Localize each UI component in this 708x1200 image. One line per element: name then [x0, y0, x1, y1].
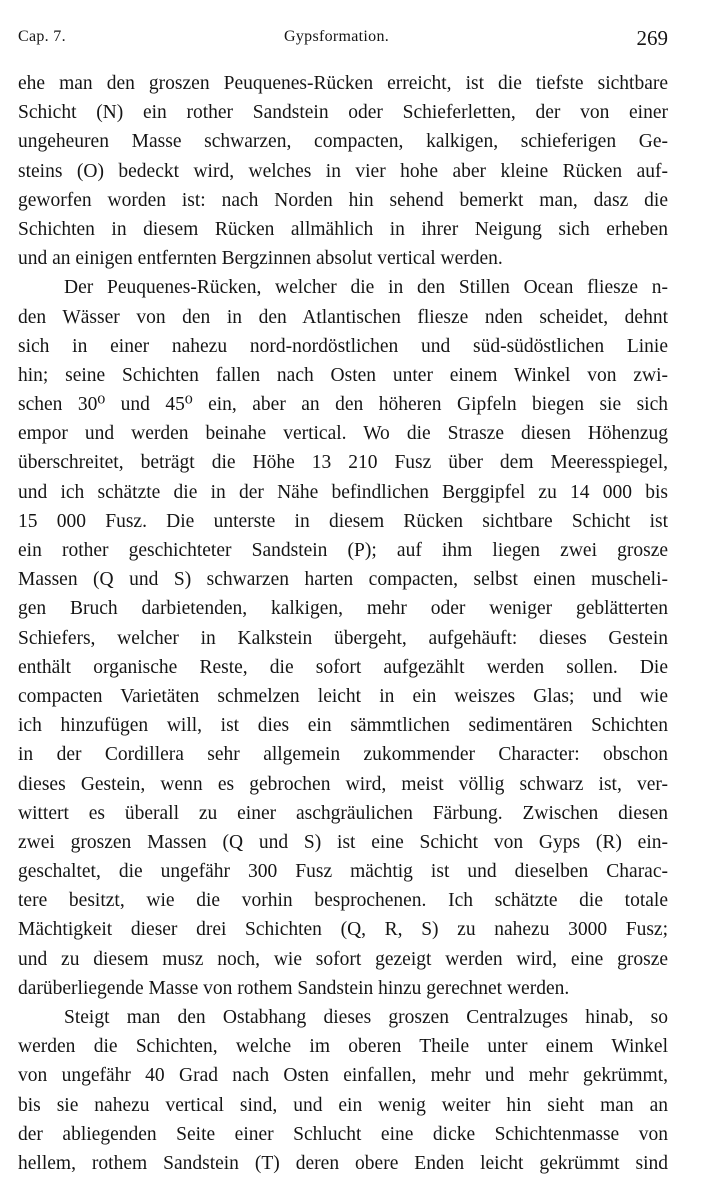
page-number: 269 — [636, 26, 668, 50]
text-line: geschaltet, die ungefähr 300 Fusz mächtig ist und dieselben Charac- — [18, 861, 668, 883]
text-line: hin; seine Schichten fallen nach Osten unter einem Winkel von zwi- — [18, 364, 668, 386]
text-line: Mächtigkeit dieser drei Schichten (Q, R, S) zu nahezu 3000 Fusz; — [18, 919, 668, 941]
text-line: ehe man den groszen Peuquenes-Rücken erreicht, ist die tiefste sichtbare — [18, 73, 668, 94]
text-line: schen 30⁰ und 45⁰ ein, aber an den höheren Gipfeln biegen sie sich — [18, 394, 668, 416]
paragraph-end-line: und an einigen entfernten Bergzinnen absolut vertical werden. — [18, 248, 503, 270]
text-line: gen Bruch darbietenden, kalkigen, mehr oder weniger geblätterten — [18, 598, 668, 620]
text-line: sich in einer nahezu nord-nordöstlichen und süd-südöstlichen Linie — [18, 335, 668, 357]
text-line: steins (O) bedeckt wird, welches in vier hohe aber kleine Rücken auf- — [18, 160, 668, 182]
text-line: enthält organische Reste, die sofort aufgezählt werden sollen. Die — [18, 656, 668, 678]
text-line: Schicht (N) ein rother Sandstein oder Schieferletten, der von einer — [18, 102, 668, 124]
text-line: dieses Gestein, wenn es gebrochen wird, meist völlig schwarz ist, ver- — [18, 773, 668, 795]
paragraph-start-line: Der Peuquenes-Rücken, welcher die in den Stillen Ocean fliesze n- — [64, 277, 668, 299]
text-line: Schichten in diesem Rücken allmählich in ihrer Neigung sich erheben — [18, 218, 668, 240]
text-line: und ich schätzte die in der Nähe befindlichen Berggipfel zu 14 000 bis — [18, 481, 668, 503]
text-line: überschreitet, beträgt die Höhe 13 210 Fusz über dem Meeresspiegel, — [18, 452, 668, 474]
text-line: Massen (Q und S) schwarzen harten compacten, selbst einen muscheli- — [18, 569, 668, 591]
paragraph-start-line: Steigt man den Ostabhang dieses groszen Centralzuges hinab, so — [64, 1007, 668, 1028]
body-text — [18, 69, 668, 1178]
text-line: ich hinzufügen will, ist dies ein sämmtlichen sedimentären Schichten — [18, 715, 668, 737]
running-title: Gypsformation. — [284, 28, 390, 45]
text-line: 15 000 Fusz. Die unterste in diesem Rücken sichtbare Schicht ist — [18, 510, 668, 532]
text-line: und zu diesem musz noch, wie sofort gezeigt werden wird, eine grosze — [18, 948, 668, 970]
text-line: ein rother geschichteter Sandstein (P); auf ihm liegen zwei grosze — [18, 540, 668, 561]
paragraph-end-line: darüberliegende Masse von rothem Sandstein hinzu gerechnet werden. — [18, 977, 570, 999]
text-line: wittert es überall zu einer aschgräulichen Färbung. Zwischen diesen — [18, 802, 668, 824]
text-line: bis sie nahezu vertical sind, und ein wenig weiter hin sieht man an — [18, 1094, 668, 1116]
text-line: tere besitzt, wie die vorhin besprochenen. Ich schätzte die totale — [18, 890, 668, 912]
text-line: der abliegenden Seite einer Schlucht eine dicke Schichtenmasse von — [18, 1123, 668, 1145]
text-line: empor und werden beinahe vertical. Wo die Strasze diesen Höhenzug — [18, 423, 668, 445]
text-line: den Wässer von den in den Atlantischen fliesze nden scheidet, dehnt — [18, 306, 668, 328]
text-line: Schiefers, welcher in Kalkstein übergeht, aufgehäuft: dieses Gestein — [18, 627, 668, 649]
text-line: geworfen worden ist: nach Norden hin sehend bemerkt man, dasz die — [18, 189, 668, 211]
text-line: werden die Schichten, welche im oberen Theile unter einem Winkel — [18, 1036, 668, 1058]
text-line: hellem, rothem Sandstein (T) deren obere Enden leicht gekrümmt sind — [18, 1152, 668, 1174]
text-line: ungeheuren Masse schwarzen, compacten, kalkigen, schieferigen Ge- — [18, 131, 668, 153]
chapter-label: Cap. 7. — [18, 28, 66, 45]
text-line: zwei groszen Massen (Q und S) ist eine Schicht von Gyps (R) ein- — [18, 831, 668, 853]
text-line: compacten Varietäten schmelzen leicht in ein weiszes Glas; und wie — [18, 685, 668, 707]
running-header — [18, 26, 668, 56]
text-line: von ungefähr 40 Grad nach Osten einfallen, mehr und mehr gekrümmt, — [18, 1065, 668, 1087]
text-line: in der Cordillera sehr allgemein zukommender Character: obschon — [18, 744, 668, 766]
